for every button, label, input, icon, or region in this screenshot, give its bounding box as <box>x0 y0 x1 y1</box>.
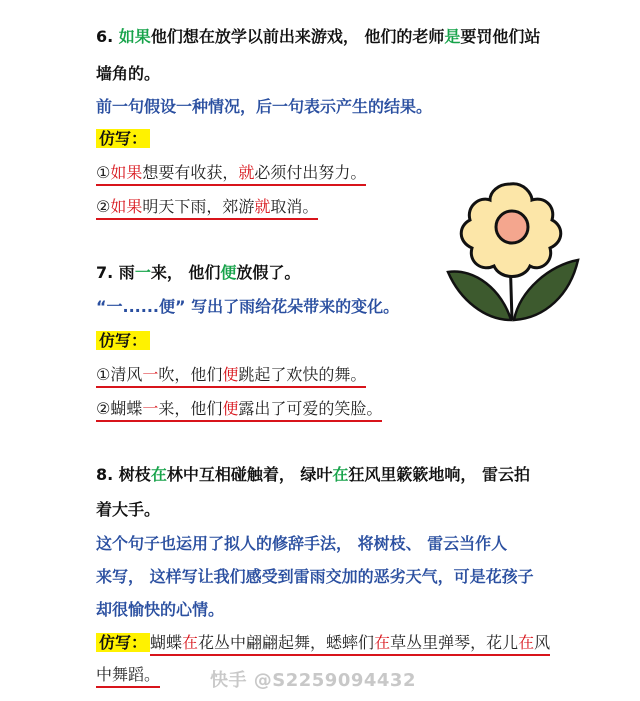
s6-e1-kw2: 就 <box>238 163 255 182</box>
s6-number: 6. <box>96 27 114 46</box>
s6-example-2-text <box>96 197 318 220</box>
s7-e1-kw1: 一 <box>142 365 159 384</box>
s8-t1: 树枝 <box>118 465 151 484</box>
s8-e1-kw3: 在 <box>518 633 535 652</box>
s7-e2-num: ② <box>96 399 111 418</box>
s6-description: 前一句假设一种情况，后一句表示产生的结果。 <box>96 97 433 116</box>
s7-number: 7. <box>96 263 114 282</box>
s6-e2-kw2: 就 <box>254 197 271 216</box>
s7-description: “一......便” 写出了雨给花朵带来的变化。 <box>96 297 400 316</box>
s7-example-1 <box>96 364 366 386</box>
s7-e2-t3: 露出了可爱的笑脸。 <box>238 399 383 418</box>
s6-imitation-label-row <box>96 128 150 150</box>
s6-keyword-ruguo: 如果 <box>118 27 151 46</box>
s8-sentence-line1 <box>96 464 530 486</box>
s8-e1-t2: 花丛中翩翩起舞，蟋蟀们 <box>198 633 375 652</box>
s8-example-line1 <box>96 632 550 654</box>
s7-e2-kw1: 一 <box>142 399 159 418</box>
watermark: 快手 @S2259094432 <box>210 670 416 691</box>
s8-keyword-zai-2: 在 <box>332 465 349 484</box>
s6-imitation-label: 仿写： <box>96 129 150 148</box>
s7-t2: 来， 他们 <box>150 263 221 282</box>
s8-keyword-zai-1: 在 <box>150 465 167 484</box>
s6-e2-kw1: 如果 <box>110 197 143 216</box>
s6-e2-t1: 明天下雨，郊游 <box>142 197 255 216</box>
s8-imitation-label: 仿写： <box>96 633 150 652</box>
s6-keyword-shi: 是 <box>444 27 461 46</box>
s7-e1-kw2: 便 <box>222 365 239 384</box>
s8-description-line3: 却很愉快的心情。 <box>96 600 225 619</box>
s8-number: 8. <box>96 465 114 484</box>
flower-illustration <box>440 180 590 330</box>
s7-e1-t1: 清风 <box>110 365 143 384</box>
s8-t2: 林中互相碰触着， 绿叶 <box>166 465 333 484</box>
s6-e1-t1: 想要有收获， <box>142 163 239 182</box>
s6-e2-t2: 取消。 <box>270 197 319 216</box>
s7-e2-t1: 蝴蝶 <box>110 399 143 418</box>
s8-example-2-text: 中舞蹈。 <box>96 665 160 688</box>
s8-e1-t1: 蝴蝶 <box>150 633 183 652</box>
s7-e2-kw2: 便 <box>222 399 239 418</box>
s7-keyword-bian: 便 <box>220 263 237 282</box>
s8-description-line1: 这个句子也运用了拟人的修辞手法， 将树枝、 雷云当作人 <box>96 534 508 553</box>
s7-keyword-yi: 一 <box>134 263 151 282</box>
s6-e1-t2: 必须付出努力。 <box>254 163 367 182</box>
s6-example-1-text <box>96 163 366 186</box>
s8-e1-kw2: 在 <box>374 633 391 652</box>
s8-sentence-line2: 着大手。 <box>96 500 161 519</box>
s7-example-1-text <box>96 365 366 388</box>
s6-sentence-line1 <box>96 26 540 48</box>
s7-imitation-label: 仿写： <box>96 331 150 350</box>
s6-text1: 他们想在放学以前出来游戏， 他们的老师 <box>150 27 445 46</box>
s8-e1-t3: 草丛里弹琴，花儿 <box>390 633 519 652</box>
flower-center <box>496 211 528 243</box>
s7-imitation-label-row <box>96 330 150 352</box>
s7-example-2 <box>96 398 382 420</box>
s8-example-1-text <box>150 633 550 656</box>
s6-text2: 要罚他们站 <box>460 27 541 46</box>
s8-e1-kw1: 在 <box>182 633 199 652</box>
s7-e1-num: ① <box>96 365 111 384</box>
s6-sentence-line2: 墙角的。 <box>96 64 161 83</box>
flower-leaf-left <box>448 272 511 320</box>
s7-e1-t3: 跳起了欢快的舞。 <box>238 365 367 384</box>
s7-sentence <box>96 262 300 284</box>
s8-e1-t4: 风 <box>534 633 551 652</box>
s6-e1-kw1: 如果 <box>110 163 143 182</box>
s6-example-1 <box>96 162 366 184</box>
s7-e1-t2: 吹，他们 <box>158 365 223 384</box>
s6-e1-num: ① <box>96 163 111 182</box>
s7-example-2-text <box>96 399 382 422</box>
s8-t3: 狂风里簌簌地响， 雷云拍 <box>348 465 530 484</box>
s6-example-2 <box>96 196 318 218</box>
s7-e2-t2: 来，他们 <box>158 399 223 418</box>
s8-example-line2 <box>96 664 160 686</box>
s6-e2-num: ② <box>96 197 111 216</box>
s7-t3: 放假了。 <box>236 263 301 282</box>
s7-t1: 雨 <box>118 263 135 282</box>
s8-description-line2: 来写， 这样写让我们感受到雷雨交加的恶劣天气，可是花孩子 <box>96 567 534 586</box>
